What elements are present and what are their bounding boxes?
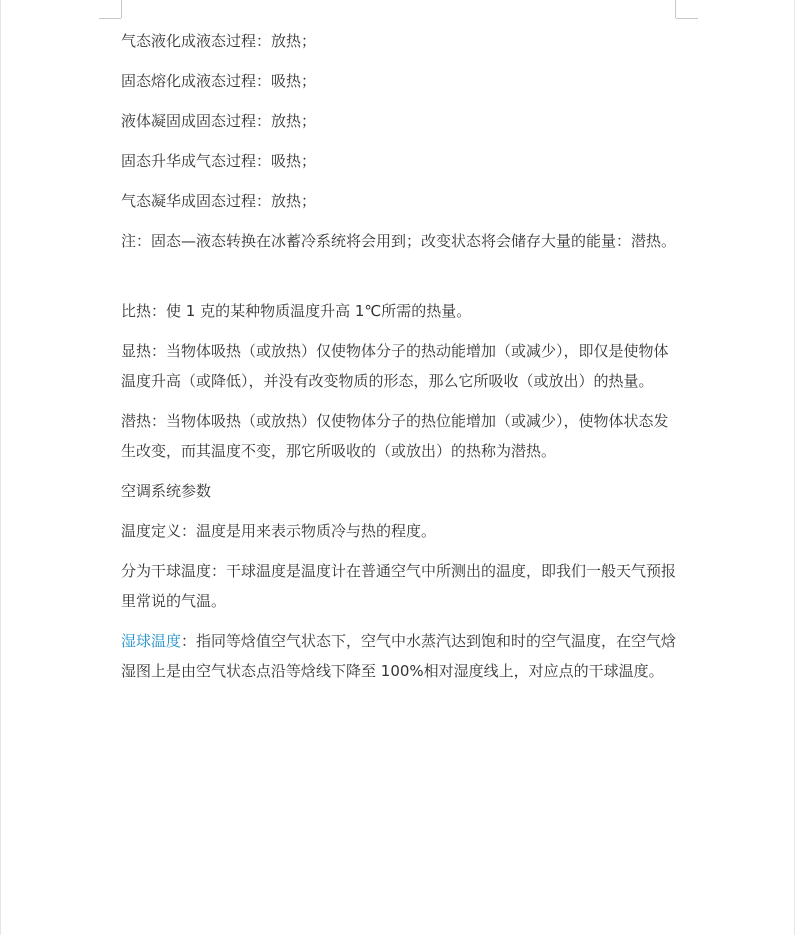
paragraph-dry-bulb: 分为干球温度：干球温度是温度计在普通空气中所测出的温度，即我们一般天气预报里常说的气温。 [121,562,677,610]
paragraph-sensible-heat: 显热：当物体吸热（或放热）仅使物体分子的热动能增加（或减少），即仅是使物体温度升高（或降低），并没有改变物质的形态，那么它所吸收（或放出）的热量。 [121,342,669,390]
paragraph-melting: 固态熔化成液态过程：吸热； [121,72,317,90]
paragraph-deposition: 气态凝华成固态过程：放热； [121,192,317,210]
paragraph-solidification: 液体凝固成固态过程：放热； [121,112,317,130]
paragraph-note: 注：固态—液态转换在冰蓄冷系统将会用到；改变状态将会储存大量的能量：潜热。 [121,232,677,250]
crop-mark-top-right [675,0,676,18]
document-body [121,26,677,696]
paragraph-specific-heat: 比热：使 1 克的某种物质温度升高 1℃所需的热量。 [121,302,472,320]
paragraph-liquefaction: 气态液化成液态过程：放热； [121,32,317,50]
section-heading-hvac-parameters: 空调系统参数 [121,482,212,500]
crop-mark-top-right-horizontal [676,18,698,19]
paragraph-sublimation: 固态升华成气态过程：吸热； [121,152,317,170]
wet-bulb-definition: ：指同等焓值空气状态下，空气中水蒸汽达到饱和时的空气温度，在空气焓湿图上是由空气状态点沿等焓线下降至 100%相对湿度线上，对应点的干球温度。 [121,632,677,680]
page-border-left [0,0,1,935]
paragraph-latent-heat: 潜热：当物体吸热（或放热）仅使物体分子的热位能增加（或减少），使物体状态发生改变，而其温度不变，那它所吸收的（或放出）的热称为潜热。 [121,412,669,460]
paragraph-temperature-definition: 温度定义：温度是用来表示物质冷与热的程度。 [121,522,437,540]
crop-mark-top-left [121,0,122,18]
paragraph-wet-bulb [121,626,677,686]
wet-bulb-link[interactable]: 湿球温度 [121,632,182,650]
crop-mark-top-left-horizontal [99,18,121,19]
